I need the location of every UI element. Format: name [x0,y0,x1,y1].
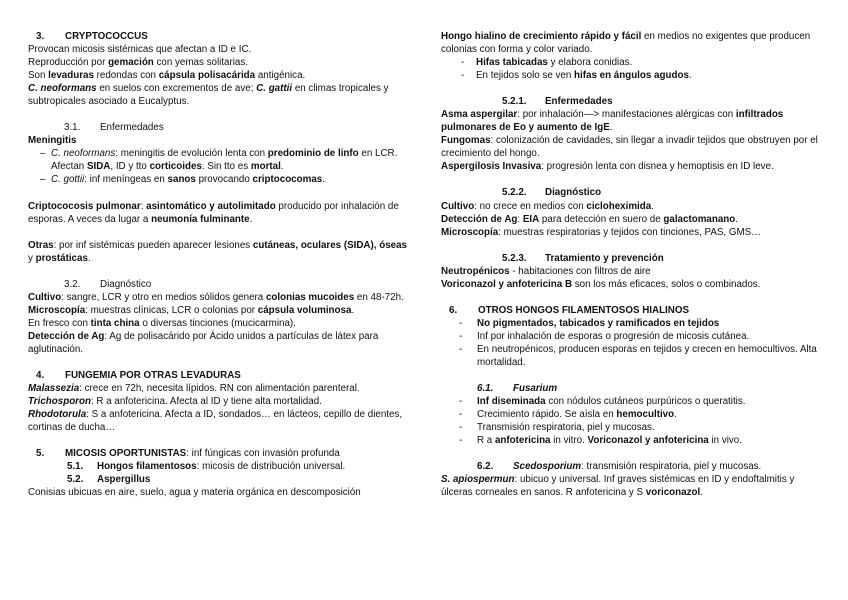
list-item: - En tejidos solo se ven hifas en ángulos agudos. [461,70,692,82]
text-paragraph: Cultivo: sangre, LCR y otro en medios sólidos genera colonias mucoides en 48-72h. [28,291,404,303]
list-item: - Inf diseminada con nódulos cutáneos purpúricos o queratitis. [459,396,746,408]
text-line: Reproducción por gemación con yemas solitarias. [28,57,248,69]
text-line: Provocan micosis sistémicas que afectan a ID e IC. [28,44,252,56]
text-line: Trichosporon: R a anfotericina. Afecta al ID y tiene alta mortalidad. [28,396,322,408]
list-item: - Inf por inhalación de esporas o progresión de micosis cutánea. [459,330,750,342]
text-paragraph: Detección de Ag: Ag de polisacárido por Ácido unidos a partículas de látex para aglutinación. [28,330,379,355]
list-item: - No pigmentados, tabicados y ramificados en tejidos [459,317,720,329]
text-line: Son levaduras redondas con cápsula polisacárida antigénica. [28,70,306,82]
text-paragraph: Asma aspergilar: por inhalación—> manifestaciones alérgicas con infiltrados pulmonares de Eo y aumento de IgE. [441,109,784,134]
subheading-meningitis: Meningitis [28,135,77,147]
text-paragraph: Criptococosis pulmonar: asintomático y autolimitado producido por inhalación de esporas. A veces da lugar a neumonía fulminante. [28,200,399,225]
text-line: Conisias ubicuas en aire, suelo, agua y materia orgánica en descomposición [28,487,361,499]
list-item: - Crecimiento rápido. Se aísla en hemocultivo. [459,409,677,421]
text-line: En fresco con tinta china o diversas tinciones (mucicarmina). [28,317,296,329]
list-item: - R a anfotericina in vitro. Voriconazol y anfotericina in vivo. [459,435,742,447]
list-item: - Transmisión respiratoria, piel y mucosas. [459,422,655,434]
text-line: Voriconazol y anfotericina B son los más eficaces, solos o combinados. [441,278,761,290]
section-5-2-3-heading: 5.2.3. Tratamiento y prevención [502,252,664,264]
text-line: Aspergilosis Invasiva: progresión lenta con disnea y hemoptisis en ID leve. [441,161,774,173]
list-item: – C. neoformans: meningitis de evolución lenta con predominio de linfo en LCR. Afectan SIDA, ID y tto corticoides. Sin tto es mortal. [40,148,398,173]
section-5-1-heading: 5.1. Hongos filamentosos: micosis de distribución universal. [67,461,346,473]
text-line: Microscopía: muestras respiratorias y tejidos con tinciones, PAS, GMS… [441,226,761,238]
text-paragraph: C. neoformans en suelos con excrementos de ave; C. gattii en climas tropicales y subtropicales asociado a Eucalyptus. [28,83,389,108]
section-3-2-heading: 3.2. Diagnóstico [64,278,152,290]
left-column [28,30,408,499]
section-5-2-heading: 5.2. Aspergillus [67,474,151,486]
section-5-heading: 5. MICOSIS OPORTUNISTAS: inf fúngicas con invasión profunda [36,448,340,460]
section-3-1-heading: 3.1. Enfermedades [64,122,164,134]
text-line: Cultivo: no crece en medios con cicloheximida. [441,200,654,212]
section-4-heading: 4. FUNGEMIA POR OTRAS LEVADURAS [36,369,241,381]
text-paragraph: Fungomas: colonización de cavidades, sin llegar a invadir tejidos que obstruyen por el crecimiento del hongo. [441,135,818,160]
section-6-1-heading: 6.1. Fusarium [477,383,558,395]
section-3-heading: 3. CRYPTOCOCCUS [36,31,148,42]
list-item: – C. gottii: inf meníngeas en sanos provocando criptococomas. [40,174,325,186]
section-5-2-2-heading: 5.2.2. Diagnóstico [502,187,602,199]
section-5-2-1-heading: 5.2.1. Enfermedades [502,96,613,108]
text-paragraph: Otras: por inf sistémicas pueden aparecer lesiones cutáneas, oculares (SIDA), óseas y prostáticas. [28,239,407,264]
list-item: - Hifas tabicadas y elabora conidias. [461,57,633,69]
text-line: Detección de Ag: EIA para detección en suero de galactomanano. [441,213,738,225]
section-6-2-heading: 6.2. Scedosporium: transmisión respiratoria, piel y mucosas. [477,461,762,473]
text-line: Neutropénicos - habitaciones con filtros de aire [441,265,651,277]
text-paragraph: S. apiospermun: ubicuo y universal. Inf graves sistémicas en ID y endoftalmitis y úlceras corneales en sanos. R anfotericina y S voriconazol. [441,474,795,499]
section-6-heading: 6. OTROS HONGOS FILAMENTOSOS HIALINOS [449,304,690,316]
text-line: Microscopía: muestras clínicas, LCR o colonias por cápsula voluminosa. [28,304,355,316]
text-line: Malassezia: crece en 72h, necesita lípidos. RN con alimentación parenteral. [28,383,360,395]
text-paragraph: Hongo hialino de crecimiento rápido y fácil en medios no exigentes que producen colonias con forma y color variado. [441,31,811,56]
list-item: - En neutropénicos, producen esporas en tejidos y crecen en hemocultivos. Alta mortalidad. [459,343,817,368]
text-paragraph: Rhodotorula: S a anfotericina. Afecta a ID, sondados… en lácteos, cepillo de dientes, cortinas de ducha… [28,409,403,434]
right-column [441,30,821,499]
